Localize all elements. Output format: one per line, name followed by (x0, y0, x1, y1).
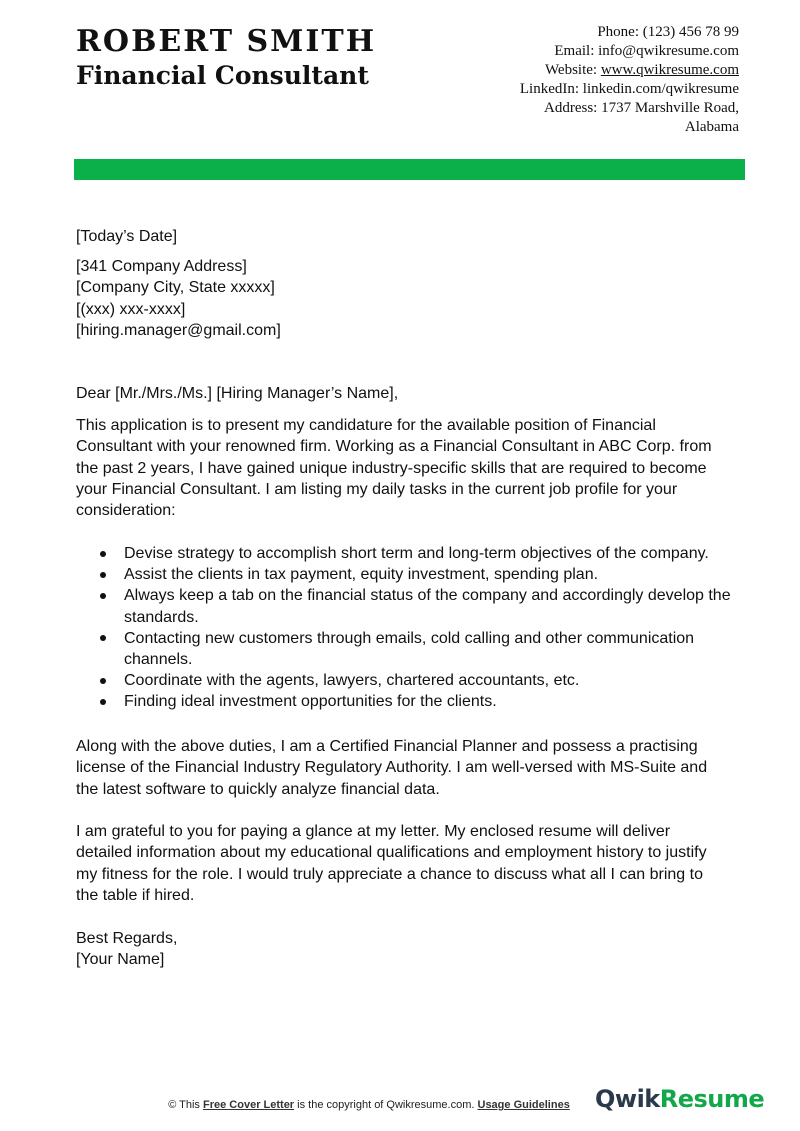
letter-date (76, 226, 726, 247)
closing-paragraph (76, 821, 726, 906)
task-text: Devise strategy to accomplish short term and long-term objectives of the company. (124, 545, 709, 562)
recipient-block (76, 256, 726, 341)
salutation (76, 383, 726, 404)
qualifications-text: Along with the above duties, I am a Certified Financial Planner and possess a practising license of the Financial Industry Regulatory Authority. I am well-versed with MS-Suite and the latest software to quickly analyze financial data. (76, 738, 708, 798)
contact-phone: Phone: (123) 456 78 99 (597, 24, 739, 40)
sign-off (76, 928, 726, 971)
logo-resume: Resume (659, 1085, 765, 1113)
task-text: Always keep a tab on the financial status of the company and accordingly develop the standards. (124, 587, 731, 626)
recipient-city: [Company City, State xxxxx] (76, 279, 275, 297)
list-item (76, 628, 736, 670)
list-item (76, 691, 736, 712)
website-link[interactable]: www.qwikresume.com (600, 62, 739, 78)
footer-middle: is the copyright of Qwikresume.com. (294, 1099, 478, 1111)
contact-address-line1: Address: 1737 Marshville Road, (544, 100, 739, 116)
bullet-icon (100, 699, 106, 705)
contact-email: Email: info@qwikresume.com (554, 43, 739, 59)
bullet-icon (100, 551, 106, 557)
bullet-icon (100, 635, 106, 641)
free-cover-letter-link[interactable]: Free Cover Letter (203, 1099, 295, 1111)
closing-paragraph-text: I am grateful to you for paying a glance at my letter. My enclosed resume will deliver detailed information about my educational qualifications and employment history to justify my fitness for the role. I would truly appreciate a chance to discuss what all I can bring to the table if hired. (76, 823, 707, 904)
list-item (76, 564, 736, 585)
header-divider-bar (74, 159, 745, 180)
bullet-icon (100, 678, 106, 684)
website-label: Website: (544, 62, 601, 78)
contact-linkedin: LinkedIn: linkedin.com/qwikresume (519, 81, 739, 97)
qualifications-paragraph (76, 736, 726, 800)
signature-text: [Your Name] (76, 951, 165, 969)
task-text: Contacting new customers through emails, cold calling and other communication channels. (124, 629, 695, 669)
bullet-icon (100, 593, 106, 599)
closing-text: Best Regards, (76, 930, 178, 947)
usage-guidelines-link[interactable]: Usage Guidelines (477, 1099, 570, 1111)
footer-prefix: © This (168, 1099, 203, 1111)
task-text: Finding ideal investment opportunities for the clients. (124, 693, 497, 711)
intro-paragraph (76, 415, 726, 521)
contact-block (520, 23, 739, 137)
date-text: [Today’s Date] (76, 228, 178, 245)
contact-address-line2: Alabama (684, 119, 739, 135)
contact-website (520, 61, 739, 80)
logo-qwik: Qwik (595, 1085, 660, 1113)
list-item (76, 543, 736, 564)
job-title: Financial Consultant (76, 61, 369, 90)
bullet-icon (100, 572, 106, 578)
task-list (76, 543, 736, 713)
list-item (76, 585, 736, 627)
candidate-name: ROBERT SMITH (76, 24, 377, 59)
list-item (76, 670, 736, 691)
intro-text: This application is to present my candidature for the available position of Financial Consultant with your renowned firm. Working as a Financial Consultant in ABC Corp. from the past 2 years, I have gained unique industry-specific skills that are required to become your Financial Consultant. I am listing my daily tasks in the current job profile for your consideration: (76, 417, 712, 520)
qwikresume-logo[interactable] (595, 1085, 764, 1113)
recipient-address: [341 Company Address] (76, 258, 247, 275)
recipient-email: [hiring.manager@gmail.com] (76, 321, 281, 339)
task-text: Assist the clients in tax payment, equity investment, spending plan. (124, 566, 599, 584)
task-text: Coordinate with the agents, lawyers, chartered accountants, etc. (124, 672, 580, 690)
recipient-phone: [(xxx) xxx-xxxx] (76, 300, 186, 318)
salutation-text: Dear [Mr./Mrs./Ms.] [Hiring Manager’s Name], (76, 385, 399, 402)
